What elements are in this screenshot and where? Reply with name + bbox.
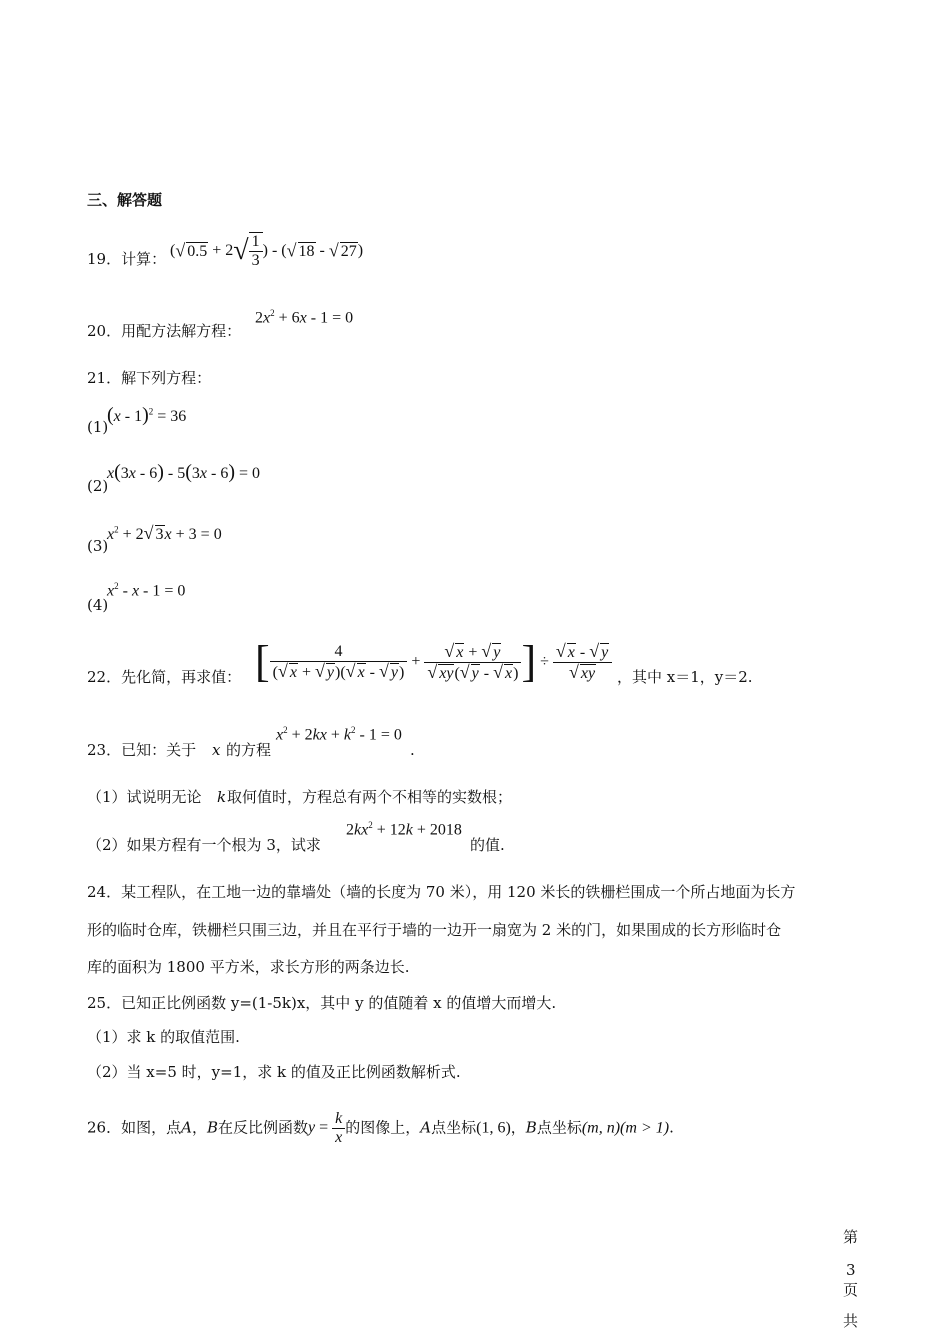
q26-text-a: 26．如图，点	[87, 1118, 182, 1137]
q25-part2: （2）当 x=5 时，y=1，求 k 的值及正比例函数解析式.	[87, 1063, 461, 1081]
q26-text-f: 点坐标	[536, 1118, 582, 1137]
q21-item2-expression: x(3x - 6) - 5(3x - 6) = 0	[107, 461, 261, 483]
q24-line2: 形的临时仓库，铁栅栏只围三边，并且在平行于墙的一边开一扇宽为 2 米的门，如果围成的长方形临时仓	[87, 921, 782, 939]
q23-part2-a: （2）如果方程有一个根为 3，试求	[87, 836, 321, 854]
q23-number: 23．已知：关于	[87, 741, 197, 759]
q24-line3: 库的面积为 1800 平方米，求长方形的两条边长.	[87, 958, 410, 976]
q22-number: 22．先化简，再求值：	[87, 668, 242, 686]
q25-line1: 25．已知正比例函数 y=(1-5k)x，其中 y 的值随着 x 的值增大而增大.	[87, 994, 557, 1012]
q22-tail: ，其中 x＝1，y＝2.	[617, 668, 753, 686]
q26-point-b2: B	[525, 1118, 537, 1137]
q21-item1-label: (1)	[87, 418, 109, 436]
q21-item2-label: (2)	[87, 477, 109, 495]
q21-number: 21．解下列方程：	[87, 369, 212, 387]
q24-line1: 24．某工程队，在工地一边的靠墙处（墙的长度为 70 米），用 120 米长的铁栅栏围成一个所占地面为长方	[87, 883, 796, 901]
q20-number: 20．用配方法解方程：	[87, 322, 242, 340]
q20-expression: $2x^2 + 6x - 1 = 0$	[255, 308, 354, 327]
section-title: 三、解答题	[87, 191, 163, 209]
q23-part1-a: （1）试说明无论	[87, 788, 202, 806]
q23-expression: $x^2 + 2kx + k^2 - 1 = 0$	[276, 725, 402, 744]
q26-a-coord: (1, 6)	[476, 1119, 511, 1137]
q22-expression: [ $\frac{4}{(√ x + √ y)(√ x - √ y)}$ + $\frac{√ x + √ y}{√ xy(√ y - √ x)}$ ] ÷ $\frac{√ x - √ y}{√ xy}$	[255, 640, 612, 694]
q26-point-a: A	[181, 1118, 192, 1137]
q25-part1: （1）求 k 的取值范围.	[87, 1028, 240, 1046]
q23-var-x: x	[212, 741, 221, 759]
q23-part2-expression: $2kx^2 + 12k + 2018$	[346, 820, 462, 839]
q26-end: .	[669, 1118, 674, 1137]
q26-point-a2: A	[420, 1118, 432, 1137]
q23-end: .	[410, 741, 415, 759]
q26-function: y = $\frac{k}{x}$	[308, 1110, 345, 1147]
q21-item3-expression: $x^2 + 2√$ 3x + 3 = 0	[107, 523, 222, 543]
q21-item4-expression: $x^2 - x - 1 = 0$	[107, 581, 186, 600]
q19-expression: (√ 0.5 + 2√ $\frac{1}{3}$ ) - (√ 18 - √ 27)	[170, 233, 364, 269]
q23-part1-b: 取何值时，方程总有两个不相等的实数根；	[227, 788, 513, 806]
q23-mid: 的方程	[226, 741, 272, 759]
q19-number: 19．计算：	[87, 250, 167, 268]
footer-char-4: 共	[843, 1312, 859, 1330]
q26-text-e: ，	[510, 1118, 526, 1137]
footer-char-3: 页	[843, 1281, 859, 1299]
q26-text-c: 的图像上，	[345, 1118, 421, 1137]
q26-b-coord: (m, n)(m > 1)	[581, 1119, 670, 1137]
q21-item3-label: (3)	[87, 537, 109, 555]
q26-point-b: B	[206, 1118, 218, 1137]
q21-item1-expression: (x - 1)$^2$ = 36	[107, 404, 187, 426]
q23-part1-k: k	[217, 788, 227, 806]
q26-text-d: 点坐标	[431, 1118, 477, 1137]
q21-item4-label: (4)	[87, 596, 109, 614]
q23-part2-b: 的值.	[470, 836, 505, 854]
q26-text-b: 在反比例函数	[217, 1118, 308, 1137]
footer-char-2: 3	[846, 1261, 856, 1279]
q26-comma: ，	[191, 1118, 207, 1137]
q26-line	[87, 1110, 674, 1147]
footer-char-1: 第	[843, 1228, 859, 1246]
